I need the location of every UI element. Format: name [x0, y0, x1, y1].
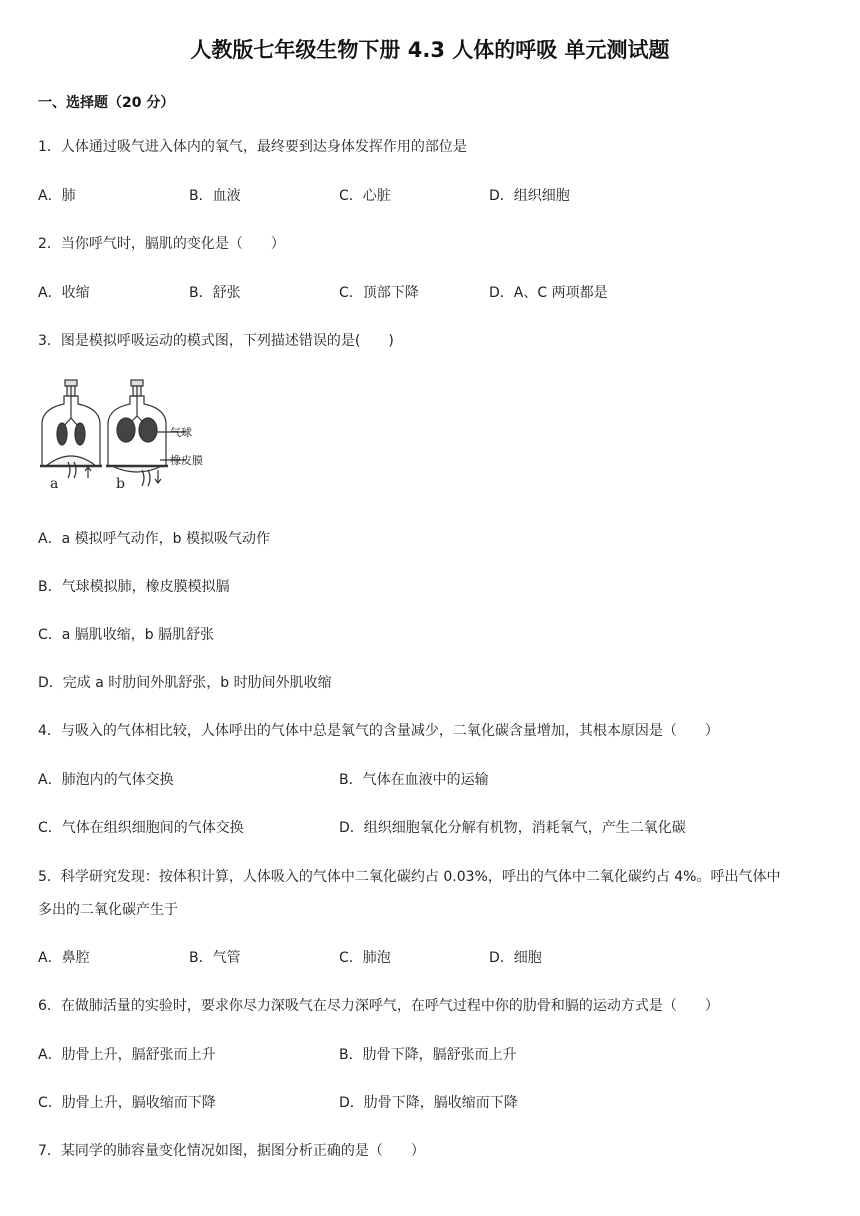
question-2-option-a: A．收缩	[38, 285, 90, 301]
jar-b-label: b	[116, 476, 125, 492]
question-2-option-d: D．A、C 两项都是	[489, 285, 608, 301]
question-5-stem-line1: 5．科学研究发现：按体积计算，人体吸入的气体中二氧化碳约占 0.03%，呼出的气体中二氧化碳约占 4%。呼出气体中	[38, 869, 781, 885]
question-1-option-a: A．肺	[38, 188, 76, 204]
question-1-option-c: C．心脏	[339, 188, 391, 204]
question-2-option-b: B．舒张	[189, 285, 241, 301]
question-4-option-a: A．肺泡内的气体交换	[38, 772, 174, 788]
section-heading: 一、选择题（20 分）	[38, 95, 175, 111]
question-6-option-c: C．肋骨上升，膈收缩而下降	[38, 1095, 216, 1111]
question-6-stem: 6．在做肺活量的实验时，要求你尽力深吸气在尽力深呼气，在呼气过程中你的肋骨和膈的运动方式是（ ）	[38, 998, 719, 1014]
question-6-option-b: B．肋骨下降，膈舒张而上升	[339, 1047, 517, 1063]
question-3-option-b: B．气球模拟肺，橡皮膜模拟膈	[38, 579, 230, 595]
question-5-option-b: B．气管	[189, 950, 241, 966]
membrane-label: 橡皮膜	[170, 454, 203, 467]
question-3-option-c: C．a 膈肌收缩，b 膈肌舒张	[38, 627, 215, 643]
question-7-stem: 7．某同学的肺容量变化情况如图，据图分析正确的是（ ）	[38, 1143, 425, 1159]
question-6-option-a: A．肋骨上升，膈舒张而上升	[38, 1047, 216, 1063]
question-1-option-b: B．血液	[189, 188, 241, 204]
jar-a	[40, 380, 102, 478]
page-title: 人教版七年级生物下册 4.3 人体的呼吸 单元测试题	[190, 38, 670, 62]
balloon-label: 气球	[170, 426, 192, 439]
question-5-option-a: A．鼻腔	[38, 950, 90, 966]
question-6-option-d: D．肋骨下降，膈收缩而下降	[339, 1095, 518, 1111]
question-5-option-c: C．肺泡	[339, 950, 391, 966]
question-4-stem: 4．与吸入的气体相比较，人体呼出的气体中总是氧气的含量减少，二氧化碳含量增加，其根本原因是（ ）	[38, 723, 719, 739]
question-1-stem: 1．人体通过吸气进入体内的氧气，最终要到达身体发挥作用的部位是	[38, 139, 467, 155]
question-1-option-d: D．组织细胞	[489, 188, 570, 204]
question-3-option-a: A．a 模拟呼气动作，b 模拟吸气动作	[38, 531, 270, 547]
question-2-option-c: C．顶部下降	[339, 285, 419, 301]
question-5-option-d: D．细胞	[489, 950, 542, 966]
question-2-stem: 2．当你呼气时，膈肌的变化是（ ）	[38, 236, 285, 252]
jar-a-label: a	[50, 476, 59, 492]
bell-jar-diagram	[38, 374, 228, 498]
question-3-option-d: D．完成 a 时肋间外肌舒张，b 时肋间外肌收缩	[38, 675, 332, 691]
question-4-option-c: C．气体在组织细胞间的气体交换	[38, 820, 244, 836]
question-4-option-b: B．气体在血液中的运输	[339, 772, 489, 788]
question-5-stem-line2: 多出的二氧化碳产生于	[38, 902, 178, 918]
question-3-stem: 3．图是模拟呼吸运动的模式图，下列描述错误的是( )	[38, 333, 394, 349]
question-4-option-d: D．组织细胞氧化分解有机物，消耗氧气，产生二氧化碳	[339, 820, 686, 836]
breathing-model-figure	[38, 374, 228, 498]
